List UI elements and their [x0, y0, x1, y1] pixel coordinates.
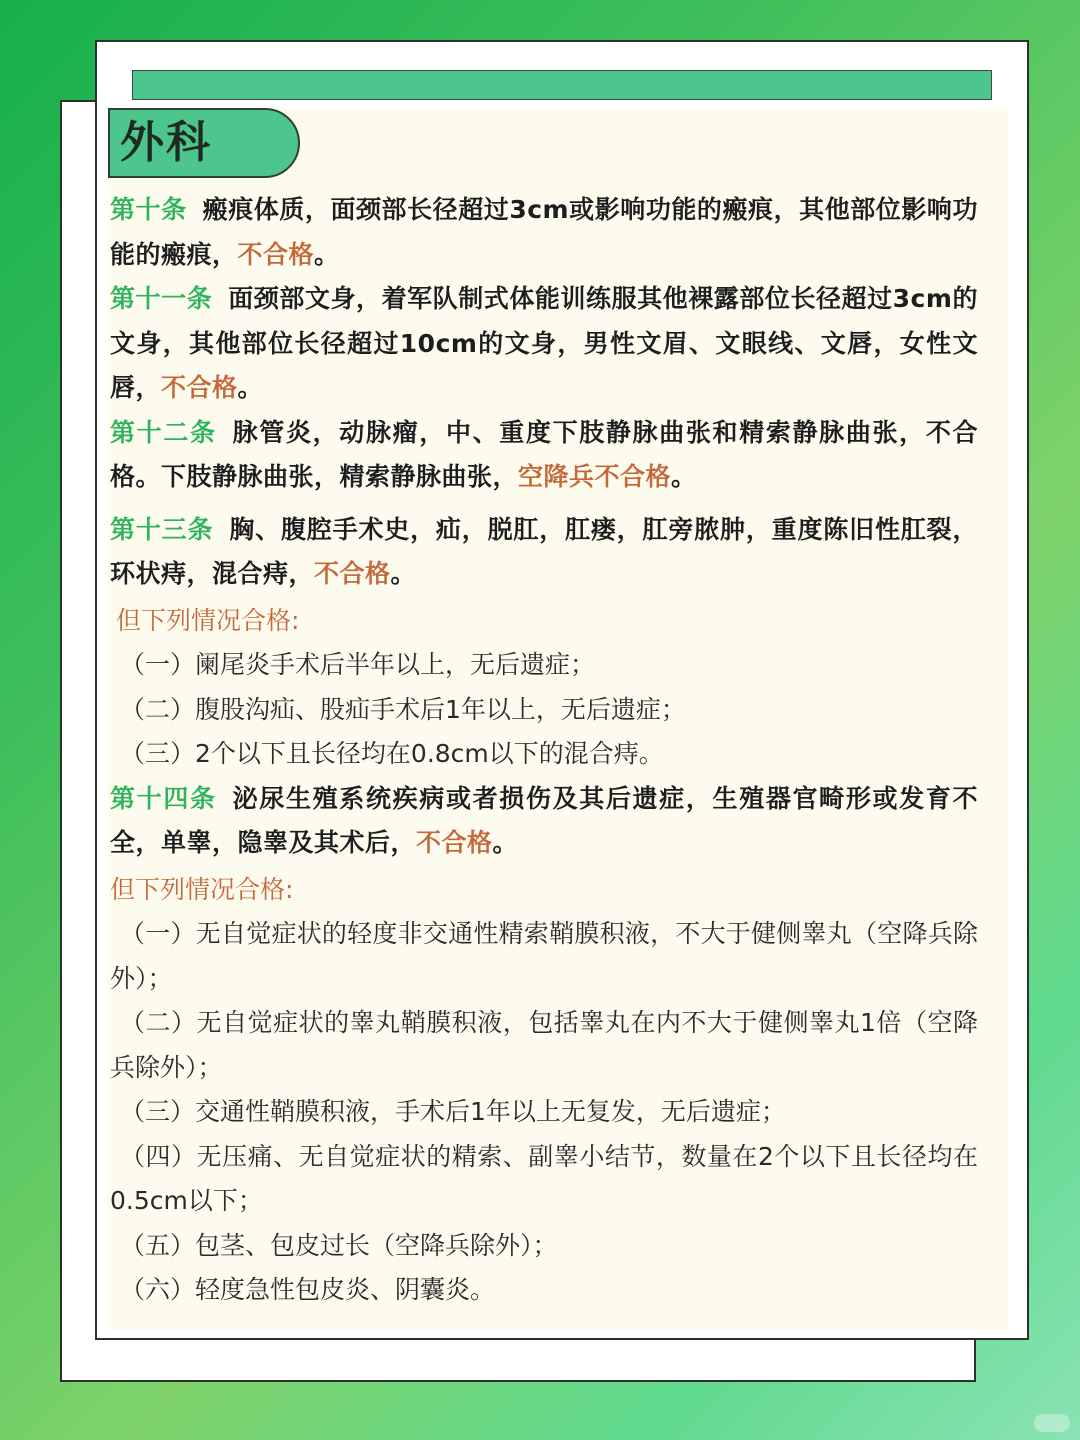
article-11 [110, 277, 978, 411]
article-end: 。 [671, 462, 697, 491]
watermark-badge [1034, 1414, 1070, 1432]
content [110, 188, 978, 1313]
article-number: 第十四条 [110, 783, 217, 813]
exception-heading: 但下列情况合格: [116, 605, 300, 635]
exception-item: （三）2个以下且长径均在0.8cm以下的混合痔。 [120, 739, 664, 768]
exception-heading: 但下列情况合格: [110, 874, 294, 904]
article-10 [110, 188, 978, 277]
article-verdict: 不合格 [314, 559, 391, 588]
article-body: 瘢痕体质，面颈部长径超过3cm或影响功能的瘢痕，其他部位影响功能的瘢痕， [110, 195, 978, 269]
article-body: 面颈部文身，着军队制式体能训练服其他裸露部位长径超过3cm的文身，其他部位长径超过10cm的文身，男性文眉、文眼线、文唇，女性文唇， [110, 284, 978, 402]
article-13 [110, 508, 978, 597]
article-end: 。 [237, 373, 264, 402]
exception-item: （六）轻度急性包皮炎、阴囊炎。 [120, 1275, 496, 1304]
exception-item: （四）无压痛、无自觉症状的精索、副睾小结节，数量在2个以下且长径均在0.5cm以下； [110, 1141, 978, 1215]
exception-item: （一）阑尾炎手术后半年以上，无后遗症； [120, 650, 596, 679]
article-12 [110, 411, 978, 500]
exception-item: （三）交通性鞘膜积液，手术后1年以上无复发，无后遗症； [120, 1097, 786, 1126]
exception-item: （一）无自觉症状的轻度非交通性精索鞘膜积液，不大于健侧睾丸（空降兵除外）； [110, 919, 978, 993]
exception-item: （二）腹股沟疝、股疝手术后1年以上，无后遗症； [120, 694, 686, 724]
header-bar [132, 70, 992, 100]
article-verdict: 空降兵不合格 [518, 462, 672, 491]
article-end: 。 [314, 239, 340, 269]
article-number: 第十三条 [110, 514, 214, 544]
page-title: 外科 [120, 117, 212, 168]
article-body: 脉管炎，动脉瘤，中、重度下肢静脉曲张和精索静脉曲张，不合格。下肢静脉曲张，精索静脉曲张， [110, 417, 978, 491]
article-verdict: 不合格 [237, 239, 315, 269]
article-number: 第十二条 [110, 417, 217, 447]
article-number: 第十条 [110, 195, 187, 224]
article-end: 。 [390, 559, 417, 588]
article-body: 泌尿生殖系统疾病或者损伤及其后遗症，生殖器官畸形或发育不全，单睾，隐睾及其术后， [110, 783, 978, 857]
article-verdict: 不合格 [416, 828, 493, 857]
exception-item: （二）无自觉症状的睾丸鞘膜积液，包括睾丸在内不大于健侧睾丸1倍（空降兵除外）； [110, 1008, 978, 1082]
article-number: 第十一条 [110, 284, 213, 313]
article-end: 。 [492, 828, 519, 857]
article-14 [110, 777, 978, 866]
article-body: 胸、腹腔手术史，疝，脱肛，肛瘘，肛旁脓肿，重度陈旧性肛裂，环状痔，混合痔， [110, 514, 978, 588]
exception-item: （五）包茎、包皮过长（空降兵除外）； [120, 1230, 558, 1260]
article-verdict: 不合格 [161, 373, 238, 402]
